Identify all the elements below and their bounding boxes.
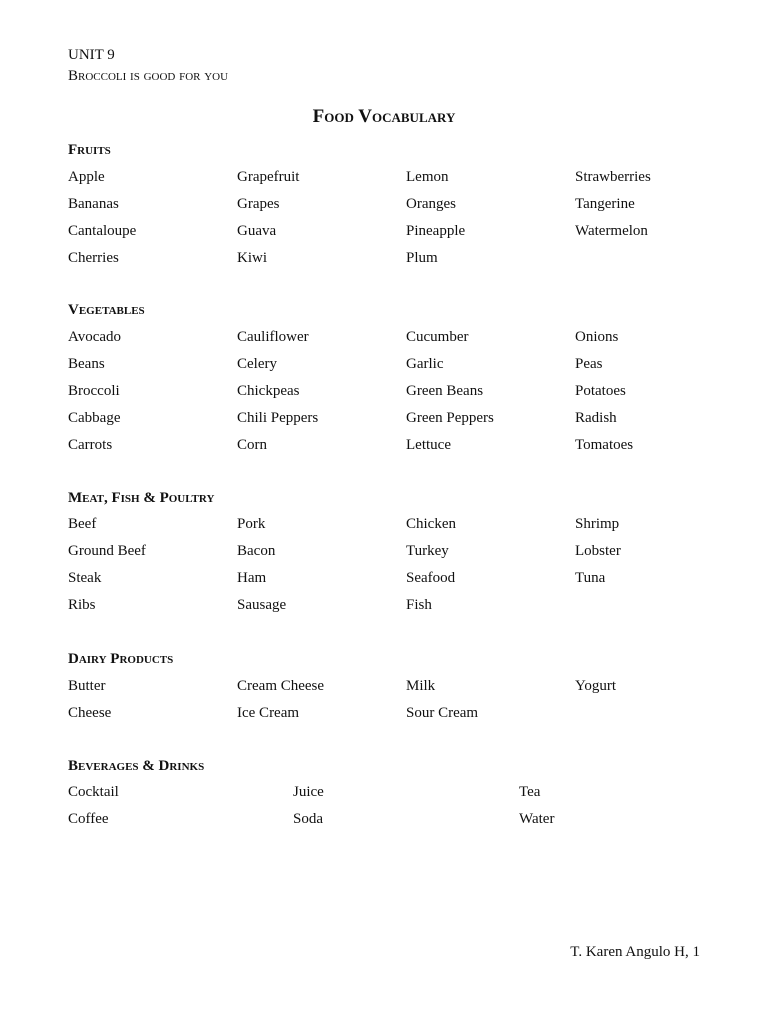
list-item: Pork xyxy=(237,516,266,532)
section-heading-dairy: Dairy Products xyxy=(68,651,174,667)
list-item: Garlic xyxy=(406,356,444,372)
list-item: Carrots xyxy=(68,437,113,453)
list-item: Radish xyxy=(575,410,617,426)
page-title: Food Vocabulary xyxy=(312,106,456,127)
list-item: Green Beans xyxy=(406,383,484,399)
list-item: Broccoli xyxy=(68,383,120,399)
list-item: Beans xyxy=(68,356,105,372)
list-item: Tea xyxy=(519,784,541,800)
list-item: Cocktail xyxy=(68,784,119,800)
list-item: Peas xyxy=(575,356,603,372)
list-item: Seafood xyxy=(406,570,456,586)
list-item: Chili Peppers xyxy=(237,410,319,426)
vegetables-list xyxy=(68,327,744,462)
meat-list xyxy=(68,514,744,622)
list-item: Lettuce xyxy=(406,437,451,453)
section-heading-meat: Meat, Fish & Poultry xyxy=(68,490,215,506)
list-item: Coffee xyxy=(68,811,109,827)
list-item: Avocado xyxy=(68,329,122,345)
list-item: Apple xyxy=(68,169,105,185)
list-item: Kiwi xyxy=(237,250,267,266)
list-item: Lobster xyxy=(575,543,621,559)
list-item: Onions xyxy=(575,329,619,345)
list-item: Water xyxy=(519,811,555,827)
page-footer: T. Karen Angulo H, 1 xyxy=(570,944,700,960)
unit-label: UNIT 9 xyxy=(68,47,115,63)
list-item: Fish xyxy=(406,597,432,613)
list-item: Cucumber xyxy=(406,329,469,345)
list-item: Corn xyxy=(237,437,267,453)
list-item: Cauliflower xyxy=(237,329,309,345)
list-item: Sausage xyxy=(237,597,287,613)
list-item: Strawberries xyxy=(575,169,651,185)
fruits-list xyxy=(68,167,744,275)
list-item: Potatoes xyxy=(575,383,626,399)
list-item: Tangerine xyxy=(575,196,635,212)
list-item: Plum xyxy=(406,250,438,266)
list-item: Juice xyxy=(293,784,324,800)
dairy-list xyxy=(68,676,744,730)
list-item: Ice Cream xyxy=(237,705,300,721)
list-item: Ground Beef xyxy=(68,543,146,559)
list-item: Beef xyxy=(68,516,97,532)
list-item: Tomatoes xyxy=(575,437,634,453)
section-heading-fruits: Fruits xyxy=(68,142,111,158)
list-item: Yogurt xyxy=(575,678,616,694)
list-item: Bananas xyxy=(68,196,119,212)
list-item: Ham xyxy=(237,570,267,586)
list-item: Pineapple xyxy=(406,223,466,239)
list-item: Ribs xyxy=(68,597,96,613)
section-heading-vegetables: Vegetables xyxy=(68,302,145,318)
list-item: Steak xyxy=(68,570,102,586)
list-item: Celery xyxy=(237,356,277,372)
list-item: Shrimp xyxy=(575,516,620,532)
list-item: Turkey xyxy=(406,543,449,559)
section-heading-beverages: Beverages & Drinks xyxy=(68,758,205,774)
unit-subtitle: Broccoli is good for you xyxy=(68,68,229,84)
list-item: Soda xyxy=(293,811,323,827)
list-item: Green Peppers xyxy=(406,410,494,426)
list-item: Oranges xyxy=(406,196,456,212)
list-item: Bacon xyxy=(237,543,276,559)
list-item: Grapes xyxy=(237,196,280,212)
list-item: Chicken xyxy=(406,516,456,532)
list-item: Grapefruit xyxy=(237,169,300,185)
list-item: Cream Cheese xyxy=(237,678,325,694)
list-item: Tuna xyxy=(575,570,606,586)
list-item: Guava xyxy=(237,223,277,239)
beverages-list xyxy=(68,782,699,836)
list-item: Butter xyxy=(68,678,106,694)
list-item: Cabbage xyxy=(68,410,121,426)
list-item: Chickpeas xyxy=(237,383,300,399)
list-item: Cantaloupe xyxy=(68,223,137,239)
list-item: Watermelon xyxy=(575,223,648,239)
list-item: Sour Cream xyxy=(406,705,479,721)
list-item: Lemon xyxy=(406,169,449,185)
list-item: Cheese xyxy=(68,705,112,721)
list-item: Milk xyxy=(406,678,436,694)
list-item: Cherries xyxy=(68,250,119,266)
